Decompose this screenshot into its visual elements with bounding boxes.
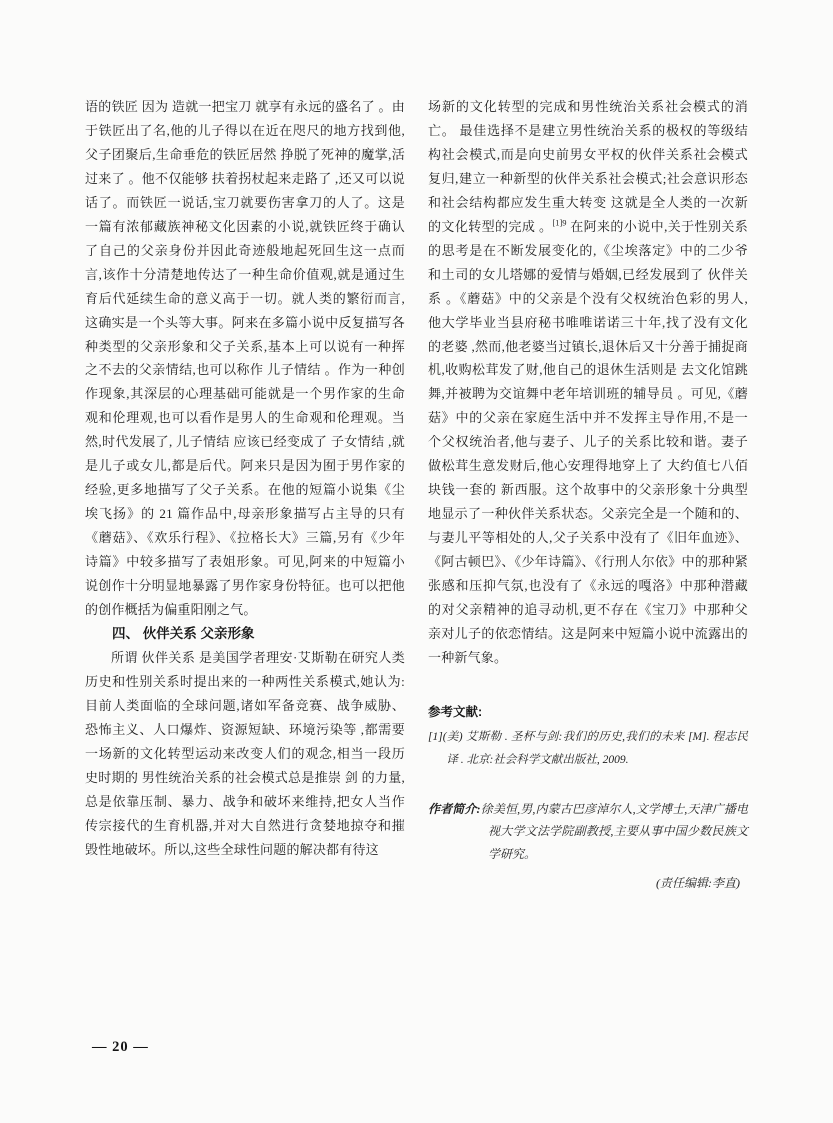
body-paragraph: 语的铁匠 因为 造就一把宝刀 就享有永远的盛名了 。由于铁匠出了名,他的儿子得以在近在咫尺的地方找到他,父子团聚后,生命垂危的铁匠居然 挣脱了死神的魔掌,活过来了 。他不仅能够 扶着拐杖起来走路了 ,还又可以说话了。而铁匠一说话,宝刀就要伤害拿刀的人了。这是一篇有浓郁藏族神秘文化因素的小说,就铁匠终于确认了自己的父亲身份并因此奇迹般地起死回生这一点而言,该作十分清楚地传达了一种生命价值观,就是通过生育后代延续生命的意义高于一切。就人类的繁衍而言,这确实是一个头等大事。阿来在多篇小说中反复描写各种类型的父亲形象和父子关系,基本上可以说有一种挥之不去的父亲情结,也可以称作 儿子情结 。作为一种创作现象,其深层的心理基础可能就是一个男作家的生命观和伦理观,也可以看作是男人的生命观和伦理观。当然,时代发展了, 儿子情结 应该已经变成了 子女情结 ,就是儿子或女儿,都是后代。阿来只是因为囿于男作家的经验,更多地描写了父子关系。在他的短篇小说集《尘埃飞扬》的 21 篇作品中,母亲形象描写占主导的只有《蘑菇》、《欢乐行程》、《拉格长大》三篇,另有《少年诗篇》中较多描写了表姐形象。可见,阿来的中短篇小说创作十分明显地暴露了男作家身份特征。也可以把他的创作概括为偏重阳刚之气。 bbox=[85, 99, 405, 618]
right-column bbox=[428, 95, 748, 894]
citation-superscript: [1]9 bbox=[552, 217, 567, 228]
body-paragraph: 所谓 伙伴关系 是美国学者理安·艾斯勒在研究人类历史和性别关系时提出来的一种两性关系模式,她认为: 目前人类面临的全球问题,诸如军备竞赛、战争威胁、恐怖主义、人口爆炸、资源短缺、环境污染等 ,都需要一场新的文化转型运动来改变人们的观念,相当一段历史时期的 男性统治关系的社会模式总是推崇 剑 的力量,总是依靠压制、暴力、战争和破坏来维持,把女人当作传宗接代的生育机器,并对大自然进行贪婪地掠夺和摧毁性地破坏。所以,这些全球性问题的解决都有待这 bbox=[85, 649, 405, 857]
references-heading: 参考文献: bbox=[428, 704, 483, 719]
body-paragraph bbox=[428, 95, 748, 670]
paragraph-text: 在阿来的小说中,关于性别关系的思考是在不断发展变化的,《尘埃落定》中的二少爷和土司的女儿塔娜的爱情与婚姻,已经发展到了 伙伴关系 。《蘑菇》中的父亲是个没有父权统治色彩的男人, 他大学毕业当县府秘书唯唯诺诺三十年,找了没有文化的老婆 ,然而,他老婆当过镇长,退休后又十分善于捕捉商机,收购松茸发了财,他自己的退休生活则是 去文化馆跳舞,并被聘为交谊舞中老年培训班的辅导员 。可见,《蘑菇》中的父亲在家庭生活中并不发挥主导作用,不是一个父权统治者,他与妻子、儿子的关系比较和谐。妻子做松茸生意发财后,他心安理得地穿上了 大约值七八佰块钱一套的 新西服。这个故事中的父亲形象十分典型地显示了一种伙伴关系状态。父亲完全是一个随和的、与妻儿平等相处的人,父子关系中没有了《旧年血迹》、《阿古顿巴》、《少年诗篇》、《行刑人尔依》中的那种紧张感和压抑气氛,也没有了《永远的嘎洛》中那种潜藏的对父亲精神的追寻动机,更不存在《宝刀》中那种父亲对儿子的依恋情结。这是阿来中短篇小说中流露出的一种新气象。 bbox=[428, 218, 748, 665]
author-bio-label: 作者简介: bbox=[428, 801, 481, 816]
reference-item: [1](美) 艾斯勒 . 圣杯与剑:我们的历史,我们的未来 [M]. 程志民译 . 北京:社会科学文献出版社, 2009. bbox=[428, 730, 748, 766]
paragraph-text: 场新的文化转型的完成和男性统治关系社会模式的消亡。 最佳选择不是建立男性统治关系的极权的等级结构社会模式,而是向史前男女平权的伙伴关系社会模式复归,建立一种新型的伙伴关系社会模式;社会意识形态和社会结构都应发生重大转变 这就是全人类的一次新的文化转型的完成 。 bbox=[428, 99, 748, 234]
author-bio-text: 徐美恒,男,内蒙古巴彦淖尔人,文学博士,天津广播电视大学文法学院副教授,主要从事中国少数民族文学研究。 bbox=[480, 801, 748, 861]
author-bio bbox=[428, 798, 748, 866]
left-column bbox=[85, 95, 405, 862]
page-number: — 20 — bbox=[92, 1039, 149, 1055]
editor-note: (责任编辑:李直) bbox=[656, 876, 740, 891]
section-heading: 四、 伙伴关系 父亲形象 bbox=[112, 625, 255, 641]
